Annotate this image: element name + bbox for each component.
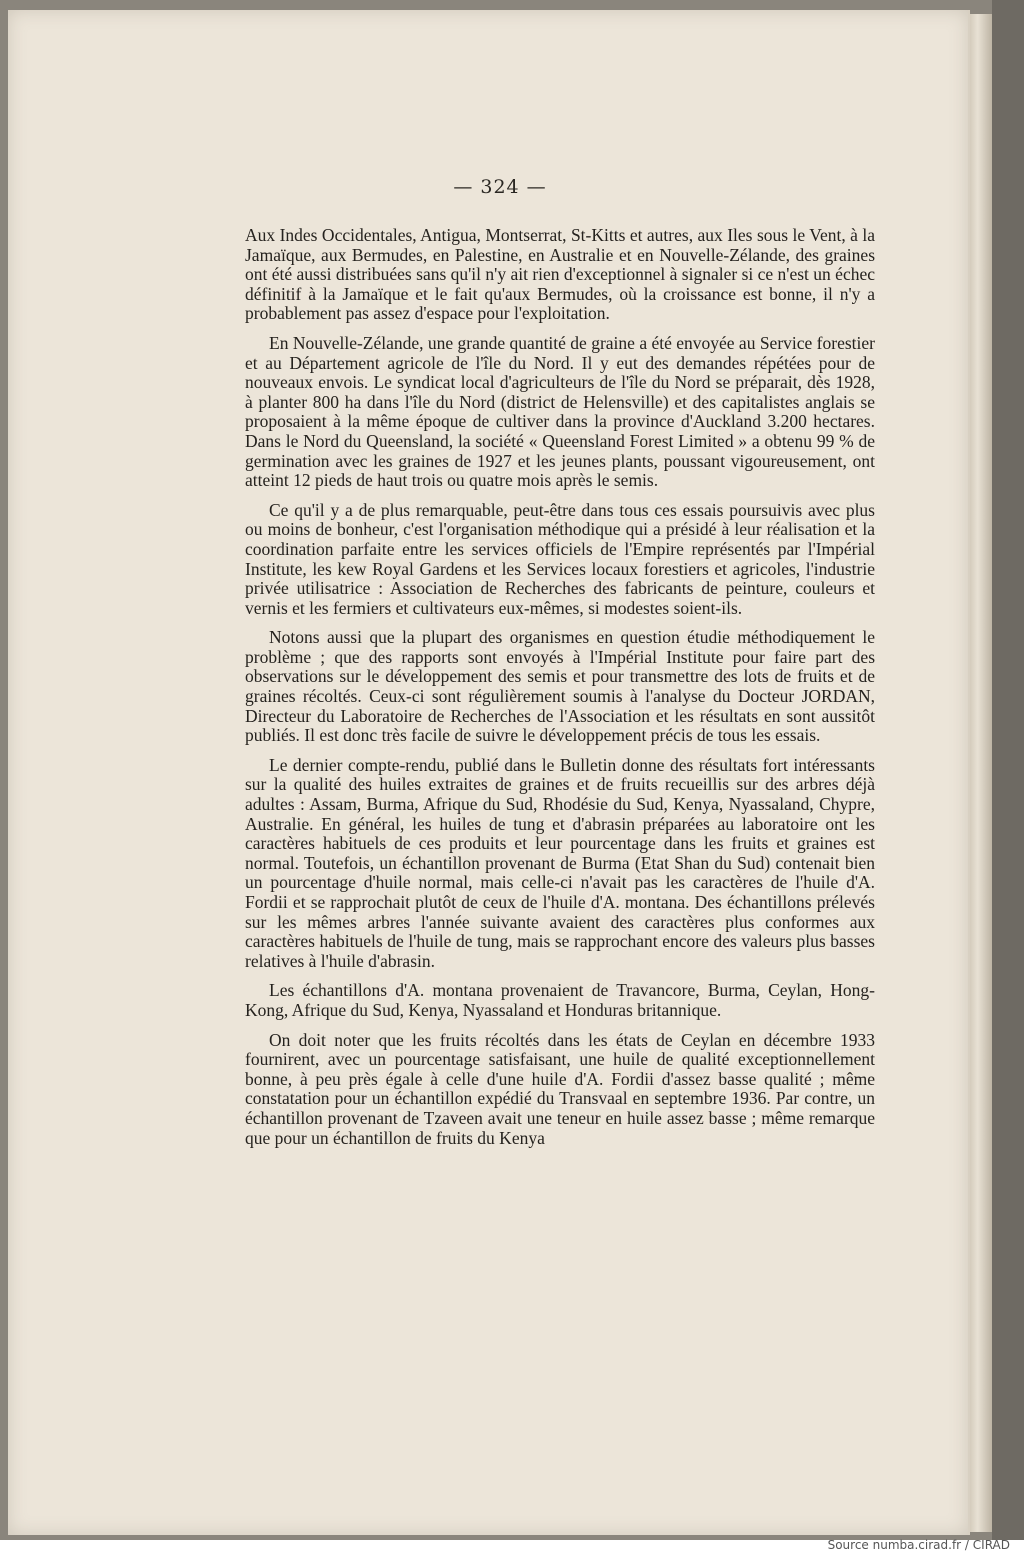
scan-border [992,0,1024,1540]
paragraph-compte-rendu: Le dernier compte-rendu, publié dans le Bulletin donne des résultats fort intéressants sur la qualité des huiles extraites de graines et de fruits recueillis sur des arbres déjà adultes : Assam, Burma, Afrique du Sud, Rhodésie du Sud, Kenya, Nyassaland, Chypre, Australie. En général, les huiles de tung et d'abrasin préparées au laboratoire ont les caractères habituels de ces produits et leur pourcentage dans les fruits et graines est normal. Toutefois, un échantillon provenant de Burma (Etat Shan du Sud) contenait bien un pourcentage d'huile normal, mais celle-ci n'avait pas les caractères de l'huile d'A. Fordii et se rapprochait plutôt de ceux de l'huile d'A. montana. Des échantillons prélevés sur les mêmes arbres l'année suivante avaient des caractères plus conformes aux caractères habituels de l'huile de tung, mais se rapprochant encore des valeurs plus basses relatives à l'huile d'abrasin. [245,754,875,971]
paragraph-organisation: Ce qu'il y a de plus remarquable, peut-être dans tous ces essais poursuivis avec plus ou moins de bonheur, c'est l'organisation méthodique qui a présidé à leur réalisation et la coordination parfaite entre les services officiels de l'Empire représentés par l'Impérial Institute, les kew Royal Gardens et les Services locaux forestiers et agricoles, l'industrie privée utilisatrice : Association de Recherches des fabricants de peinture, couleurs et vernis et les fermiers et cultivateurs eux-mêmes, si modestes soient-ils. [245,499,875,618]
page-body [245,226,875,1158]
paragraph-montana: Les échantillons d'A. montana provenaient de Travancore, Burma, Ceylan, Hong-Kong, Afrique du Sud, Kenya, Nyassaland et Honduras britannique. [245,980,875,1020]
source-credit: Source numba.cirad.fr / CIRAD [827,1538,1010,1552]
paragraph-indes-occidentales: Aux Indes Occidentales, Antigua, Montserrat, St-Kitts et autres, aux Iles sous le Vent, à la Jamaïque, aux Bermudes, en Palestine, en Australie et en Nouvelle-Zélande, des graines ont été aussi distribuées sans qu'il n'y ait rien d'exceptionnel à signaler si ce n'est un échec définitif à la Jamaïque et le fait qu'aux Bermudes, où la croissance est bonne, il n'y a probablement pas assez d'espace pour l'exploitation. [245,225,875,324]
page-number: — 324 — [453,176,547,198]
paragraph-nouvelle-zelande: En Nouvelle-Zélande, une grande quantité de graine a été envoyée au Service forestier et au Département agricole de l'île du Nord. Il y eut des demandes répétées pour de nouveaux envois. Le syndicat local d'agriculteurs de l'île du Nord se préparait, dès 1928, à planter 800 ha dans l'île du Nord (district de Helensville) et des capitalistes anglais se proposaient à la même époque de cultiver dans la province d'Auckland 3.200 hectares. Dans le Nord du Queensland, la société « Queensland Forest Limited » a obtenu 99 % de germination avec les graines de 1927 et les jeunes plants, poussant vigoureusement, ont atteint 12 pieds de haut trois ou quatre mois après le semis. [245,332,875,491]
page-edge [968,14,992,1532]
paragraph-ceylan: On doit noter que les fruits récoltés dans les états de Ceylan en décembre 1933 fournirent, avec un pourcentage satisfaisant, une huile de qualité exceptionnellement bonne, à peu près égale à celle d'une huile d'A. Fordii d'assez basse qualité ; même constatation pour un échantillon expédié du Transvaal en septembre 1936. Par contre, un échantillon provenant de Tzaveen avait une teneur en huile assez basse ; même remarque que pour un échantillon de fruits du Kenya [245,1029,875,1148]
paragraph-organismes: Notons aussi que la plupart des organismes en question étudie méthodiquement le problème ; que des rapports sont envoyés à l'Impérial Institute pour faire part des observations sur le développement des semis et pour transmettre des lots de fruits et de graines récoltés. Ceux-ci sont régulièrement soumis à l'analyse du Docteur JORDAN, Directeur du Laboratoire de Recherches de l'Association et les résultats en sont aussitôt publiés. Il est donc très facile de suivre le développement précis de tous les essais. [245,627,875,746]
